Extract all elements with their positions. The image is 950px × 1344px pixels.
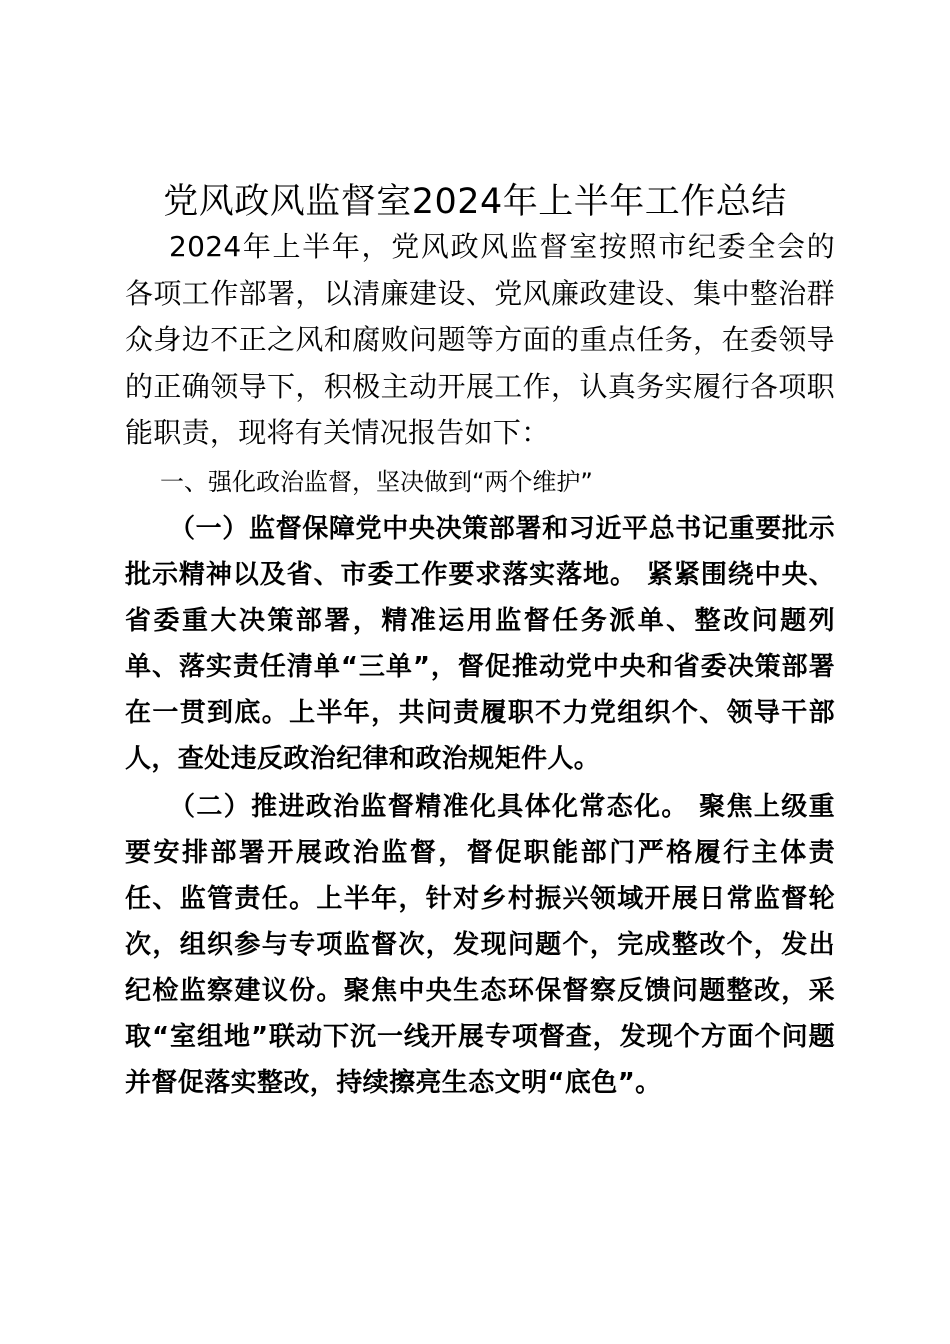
body-paragraph-2: （二）推进政治监督精准化具体化常态化。 聚焦上级重要安排部署开展政治监督，督促职能部门严格履行主体责任、监管责任。上半年，针对乡村振兴领域开展日常监督轮次，组织参与专项监督次，发现问题个，完成整改个，发出纪检监察建议份。聚焦中央生态环保督察反馈问题整改，采取“室组地”联动下沉一线开展专项督查，发现个方面个问题并督促落实整改，持续擦亮生态文明“底色”。 bbox=[125, 792, 835, 1098]
section-heading: 一、强化政治监督，坚决做到“两个维护” bbox=[160, 468, 593, 496]
document-title: 党风政风监督室2024年上半年工作总结 bbox=[163, 182, 787, 222]
body-paragraph-1: （一）监督保障党中央决策部署和习近平总书记重要批示批示精神以及省、市委工作要求落实落地。 紧紧围绕中央、省委重大决策部署，精准运用监督任务派单、整改问题列单、落实责任清单“三单”，督促推动党中央和省委决策部署在一贯到底。上半年，共问责履职不力党组织个、领导干部人，查处违反政治纪律和政治规矩件人。 bbox=[125, 514, 835, 774]
intro-paragraph: 2024年上半年，党风政风监督室按照市纪委全会的各项工作部署，以清廉建设、党风廉政建设、集中整治群众身边不正之风和腐败问题等方面的重点任务，在委领导的正确领导下，积极主动开展工作，认真务实履行各项职能职责，现将有关情况报告如下： bbox=[125, 230, 835, 449]
